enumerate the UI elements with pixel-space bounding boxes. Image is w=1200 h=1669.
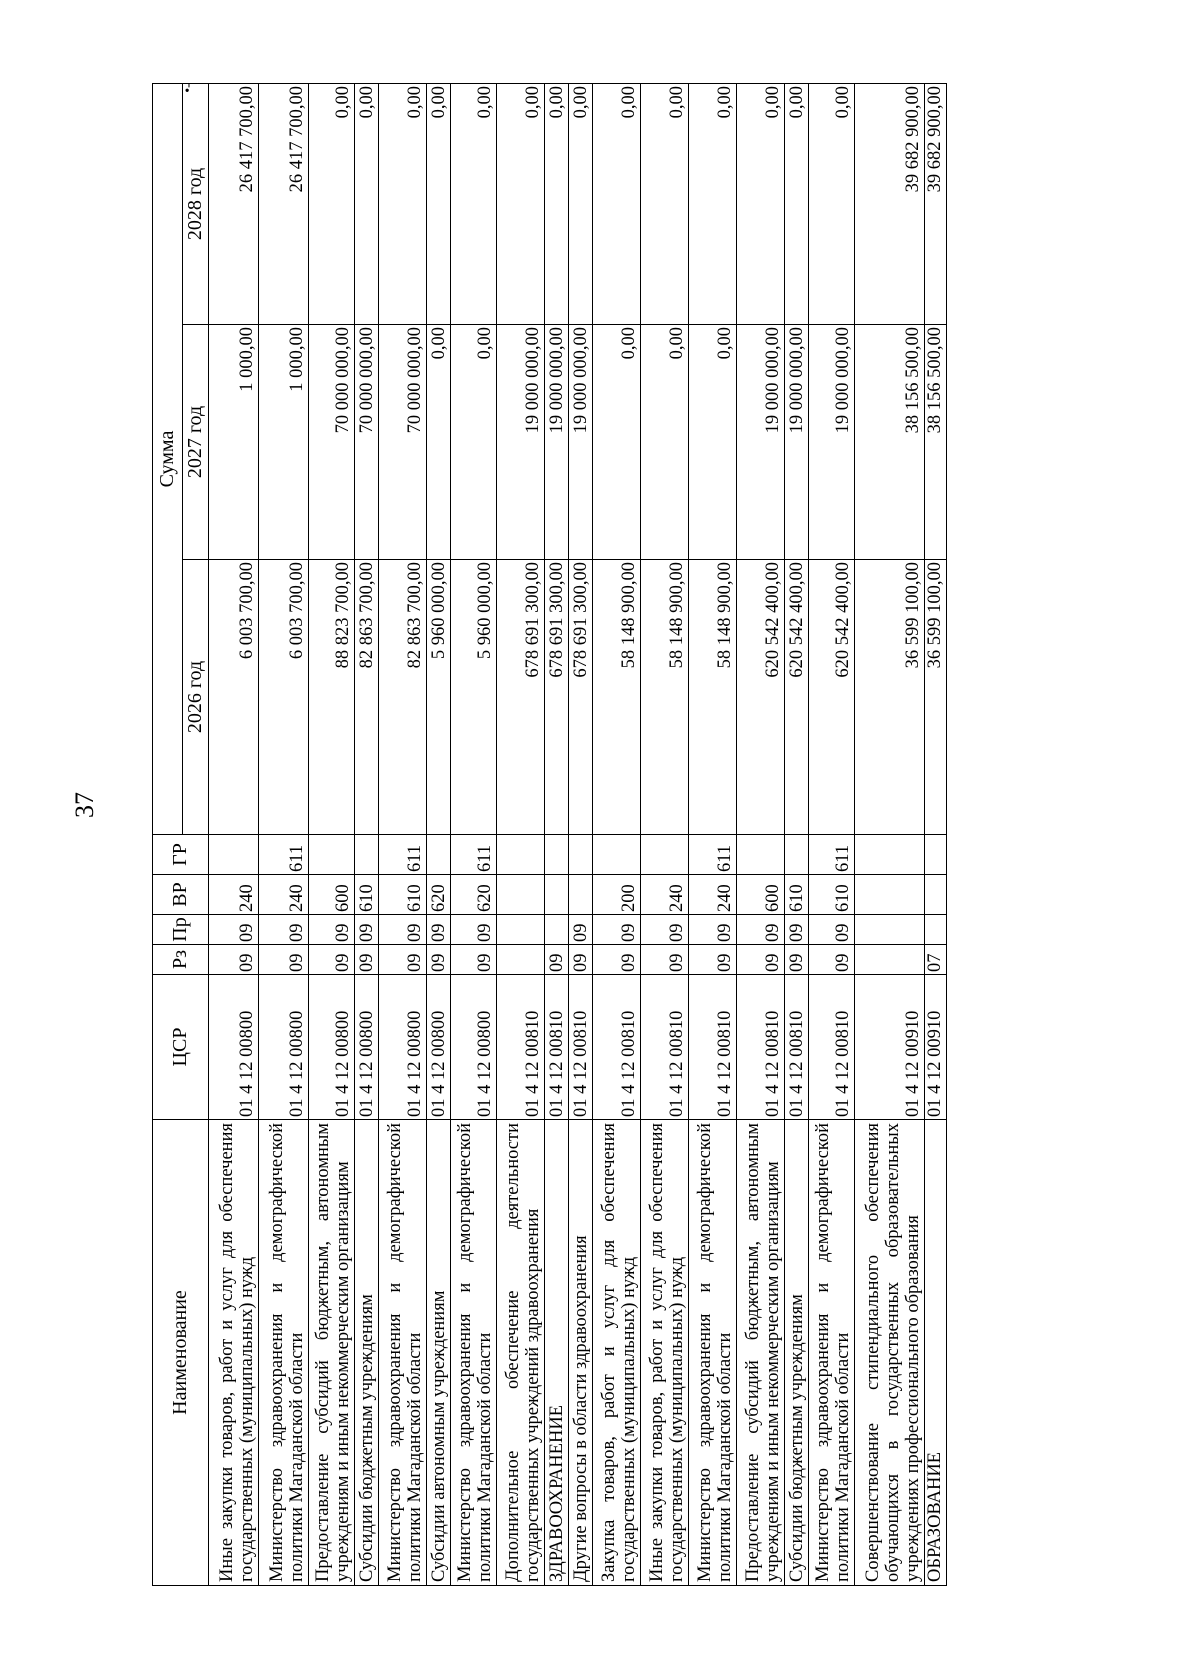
header-rz: Рз <box>153 945 209 975</box>
row-name: Совершенствование стипендиального обеспечения обучающихся в государственных образовательных учреждениях профессионального образования <box>855 1120 925 1586</box>
row-pr: 09 <box>209 915 259 945</box>
row-pr: 09 <box>785 915 809 945</box>
row-2026: 678 691 300,00 <box>569 560 593 835</box>
row-pr: 09 <box>641 915 689 945</box>
row-vr <box>545 875 569 915</box>
row-vr <box>855 875 925 915</box>
row-2028: 0,00 <box>451 83 497 324</box>
row-rz <box>497 945 545 975</box>
row-rz: 09 <box>641 945 689 975</box>
table-row <box>209 83 259 1585</box>
row-pr: 09 <box>309 915 355 945</box>
row-rz: 09 <box>355 945 379 975</box>
row-csr: 01 4 12 00800 <box>451 975 497 1120</box>
row-rz: 07 <box>925 945 947 975</box>
row-2028: 0,00 <box>569 83 593 324</box>
row-2027: 70 000 000,00 <box>309 325 355 560</box>
row-pr <box>545 915 569 945</box>
table-row <box>569 83 593 1585</box>
row-vr: 600 <box>737 875 785 915</box>
header-name: Наименование <box>153 1120 209 1586</box>
row-vr: 600 <box>309 875 355 915</box>
row-2027: 0,00 <box>451 325 497 560</box>
row-2028: 39 682 900,00 <box>855 83 925 324</box>
row-rz: 09 <box>259 945 309 975</box>
row-csr: 01 4 12 00800 <box>379 975 427 1120</box>
row-2026: 82 863 700,00 <box>355 560 379 835</box>
row-gr: 611 <box>809 835 855 875</box>
row-csr: 01 4 12 00800 <box>427 975 451 1120</box>
row-2027: 0,00 <box>641 325 689 560</box>
row-2027: 70 000 000,00 <box>379 325 427 560</box>
row-name: Предоставление субсидий бюджетным, автономным учреждениям и иным некоммерческим организациям <box>309 1120 355 1586</box>
row-pr: 09 <box>809 915 855 945</box>
row-2028: 0,00 <box>641 83 689 324</box>
header-2026: 2026 год <box>183 560 209 835</box>
row-2026: 58 148 900,00 <box>689 560 737 835</box>
row-pr: 09 <box>689 915 737 945</box>
row-pr <box>925 915 947 945</box>
row-name: Дополнительное обеспечение деятельности государственных учреждений здравоохранения <box>497 1120 545 1586</box>
row-2026: 5 960 000,00 <box>451 560 497 835</box>
row-2028: 0,00 <box>809 83 855 324</box>
scan-mark: •- <box>180 83 196 93</box>
row-vr <box>497 875 545 915</box>
row-gr <box>209 835 259 875</box>
row-pr <box>855 915 925 945</box>
row-name: Субсидии бюджетным учреждениям <box>785 1120 809 1586</box>
row-vr: 610 <box>785 875 809 915</box>
row-2027: 38 156 500,00 <box>855 325 925 560</box>
row-name: Министерство здравоохранения и демографической политики Магаданской области <box>451 1120 497 1586</box>
row-rz: 09 <box>593 945 641 975</box>
header-2028: 2028 год <box>183 83 209 324</box>
row-2027: 19 000 000,00 <box>785 325 809 560</box>
row-2028: 0,00 <box>379 83 427 324</box>
row-gr: 611 <box>259 835 309 875</box>
row-pr: 09 <box>569 915 593 945</box>
table-row <box>309 83 355 1585</box>
row-gr <box>569 835 593 875</box>
table-row <box>259 83 309 1585</box>
row-name: Субсидии автономным учреждениям <box>427 1120 451 1586</box>
table-row <box>689 83 737 1585</box>
table-row <box>925 83 947 1585</box>
row-gr <box>855 835 925 875</box>
row-rz: 09 <box>451 945 497 975</box>
row-gr <box>545 835 569 875</box>
row-vr: 610 <box>809 875 855 915</box>
row-pr: 09 <box>355 915 379 945</box>
row-2027: 0,00 <box>593 325 641 560</box>
table-row <box>785 83 809 1585</box>
row-2028: 0,00 <box>545 83 569 324</box>
header-gr: ГР <box>153 835 209 875</box>
row-csr: 01 4 12 00810 <box>641 975 689 1120</box>
table-row <box>355 83 379 1585</box>
row-2026: 36 599 100,00 <box>925 560 947 835</box>
row-name: Закупка товаров, работ и услуг для обеспечения государственных (муниципальных) нужд <box>593 1120 641 1586</box>
row-csr: 01 4 12 00800 <box>259 975 309 1120</box>
header-2027: 2027 год <box>183 325 209 560</box>
row-2026: 620 542 400,00 <box>785 560 809 835</box>
row-2026: 678 691 300,00 <box>545 560 569 835</box>
row-2026: 620 542 400,00 <box>737 560 785 835</box>
row-gr <box>925 835 947 875</box>
header-pr: Пр <box>153 915 209 945</box>
row-gr <box>785 835 809 875</box>
row-2028: 0,00 <box>593 83 641 324</box>
row-rz: 09 <box>427 945 451 975</box>
row-name: Министерство здравоохранения и демографической политики Магаданской области <box>689 1120 737 1586</box>
table-row <box>545 83 569 1585</box>
row-pr: 09 <box>259 915 309 945</box>
row-vr: 620 <box>451 875 497 915</box>
row-csr: 01 4 12 00810 <box>809 975 855 1120</box>
row-2028: 0,00 <box>689 83 737 324</box>
row-2027: 38 156 500,00 <box>925 325 947 560</box>
row-rz: 09 <box>309 945 355 975</box>
row-gr: 611 <box>451 835 497 875</box>
table-body <box>209 83 947 1585</box>
row-gr <box>355 835 379 875</box>
table-row <box>737 83 785 1585</box>
table-row <box>497 83 545 1585</box>
row-vr: 240 <box>209 875 259 915</box>
row-gr <box>497 835 545 875</box>
row-name: Субсидии бюджетным учреждениям <box>355 1120 379 1586</box>
row-pr: 09 <box>593 915 641 945</box>
row-csr: 01 4 12 00810 <box>689 975 737 1120</box>
row-name: Министерство здравоохранения и демографической политики Магаданской области <box>259 1120 309 1586</box>
row-2027: 0,00 <box>689 325 737 560</box>
row-2027: 70 000 000,00 <box>355 325 379 560</box>
row-vr: 610 <box>355 875 379 915</box>
row-pr: 09 <box>737 915 785 945</box>
row-csr: 01 4 12 00810 <box>737 975 785 1120</box>
row-gr <box>593 835 641 875</box>
header-vr: ВР <box>153 875 209 915</box>
row-pr: 09 <box>427 915 451 945</box>
row-name: ЗДРАВООХРАНЕНИЕ <box>545 1120 569 1586</box>
row-gr <box>427 835 451 875</box>
row-2028: 0,00 <box>785 83 809 324</box>
row-2026: 678 691 300,00 <box>497 560 545 835</box>
row-name: Министерство здравоохранения и демографической политики Магаданской области <box>379 1120 427 1586</box>
row-vr: 240 <box>689 875 737 915</box>
row-csr: 01 4 12 00800 <box>355 975 379 1120</box>
row-2026: 620 542 400,00 <box>809 560 855 835</box>
row-vr: 200 <box>593 875 641 915</box>
row-gr <box>309 835 355 875</box>
table-row <box>641 83 689 1585</box>
row-csr: 01 4 12 00810 <box>785 975 809 1120</box>
table-row <box>593 83 641 1585</box>
row-name: ОБРАЗОВАНИЕ <box>925 1120 947 1586</box>
row-2028: 0,00 <box>309 83 355 324</box>
row-rz: 09 <box>209 945 259 975</box>
row-2028: 26 417 700,00 <box>259 83 309 324</box>
row-2027: 1 000,00 <box>209 325 259 560</box>
rotated-table-container <box>152 84 1052 1586</box>
row-csr: 01 4 12 00910 <box>855 975 925 1120</box>
row-vr: 240 <box>641 875 689 915</box>
row-vr: 620 <box>427 875 451 915</box>
row-name: Министерство здравоохранения и демографической политики Магаданской области <box>809 1120 855 1586</box>
row-rz: 09 <box>809 945 855 975</box>
row-2026: 82 863 700,00 <box>379 560 427 835</box>
table-row <box>379 83 427 1585</box>
row-pr <box>497 915 545 945</box>
row-pr: 09 <box>451 915 497 945</box>
page-number: 37 <box>70 792 99 818</box>
header-sum: Сумма <box>153 83 183 834</box>
row-2026: 58 148 900,00 <box>593 560 641 835</box>
row-2026: 5 960 000,00 <box>427 560 451 835</box>
row-rz <box>855 945 925 975</box>
row-vr <box>925 875 947 915</box>
row-2028: 0,00 <box>355 83 379 324</box>
row-rz: 09 <box>379 945 427 975</box>
header-csr: ЦСР <box>153 975 209 1120</box>
row-2026: 36 599 100,00 <box>855 560 925 835</box>
row-csr: 01 4 12 00810 <box>497 975 545 1120</box>
row-csr: 01 4 12 00810 <box>593 975 641 1120</box>
row-2026: 88 823 700,00 <box>309 560 355 835</box>
row-gr: 611 <box>379 835 427 875</box>
row-2027: 0,00 <box>427 325 451 560</box>
row-csr: 01 4 12 00800 <box>309 975 355 1120</box>
row-2028: 26 417 700,00 <box>209 83 259 324</box>
row-gr <box>737 835 785 875</box>
row-2028: 39 682 900,00 <box>925 83 947 324</box>
row-gr: 611 <box>689 835 737 875</box>
row-2027: 19 000 000,00 <box>737 325 785 560</box>
row-pr: 09 <box>379 915 427 945</box>
row-csr: 01 4 12 00800 <box>209 975 259 1120</box>
row-2027: 19 000 000,00 <box>809 325 855 560</box>
table-row <box>451 83 497 1585</box>
row-2026: 6 003 700,00 <box>259 560 309 835</box>
row-csr: 01 4 12 00910 <box>925 975 947 1120</box>
budget-table <box>152 83 947 1586</box>
row-name: Предоставление субсидий бюджетным, автономным учреждениям и иным некоммерческим организациям <box>737 1120 785 1586</box>
row-rz: 09 <box>689 945 737 975</box>
row-csr: 01 4 12 00810 <box>569 975 593 1120</box>
row-name: Другие вопросы в области здравоохранения <box>569 1120 593 1586</box>
table-row <box>809 83 855 1585</box>
row-2027: 19 000 000,00 <box>569 325 593 560</box>
row-rz: 09 <box>785 945 809 975</box>
row-2026: 6 003 700,00 <box>209 560 259 835</box>
row-2027: 19 000 000,00 <box>497 325 545 560</box>
row-2027: 19 000 000,00 <box>545 325 569 560</box>
row-2026: 58 148 900,00 <box>641 560 689 835</box>
row-name: Иные закупки товаров, работ и услуг для обеспечения государственных (муниципальных) нужд <box>641 1120 689 1586</box>
row-2028: 0,00 <box>427 83 451 324</box>
table-row <box>855 83 925 1585</box>
row-2028: 0,00 <box>737 83 785 324</box>
row-vr <box>569 875 593 915</box>
row-gr <box>641 835 689 875</box>
table-row <box>427 83 451 1585</box>
row-vr: 610 <box>379 875 427 915</box>
row-name: Иные закупки товаров, работ и услуг для обеспечения государственных (муниципальных) нужд <box>209 1120 259 1586</box>
row-vr: 240 <box>259 875 309 915</box>
row-rz: 09 <box>545 945 569 975</box>
row-csr: 01 4 12 00810 <box>545 975 569 1120</box>
row-2028: 0,00 <box>497 83 545 324</box>
row-rz: 09 <box>569 945 593 975</box>
row-2027: 1 000,00 <box>259 325 309 560</box>
row-rz: 09 <box>737 945 785 975</box>
